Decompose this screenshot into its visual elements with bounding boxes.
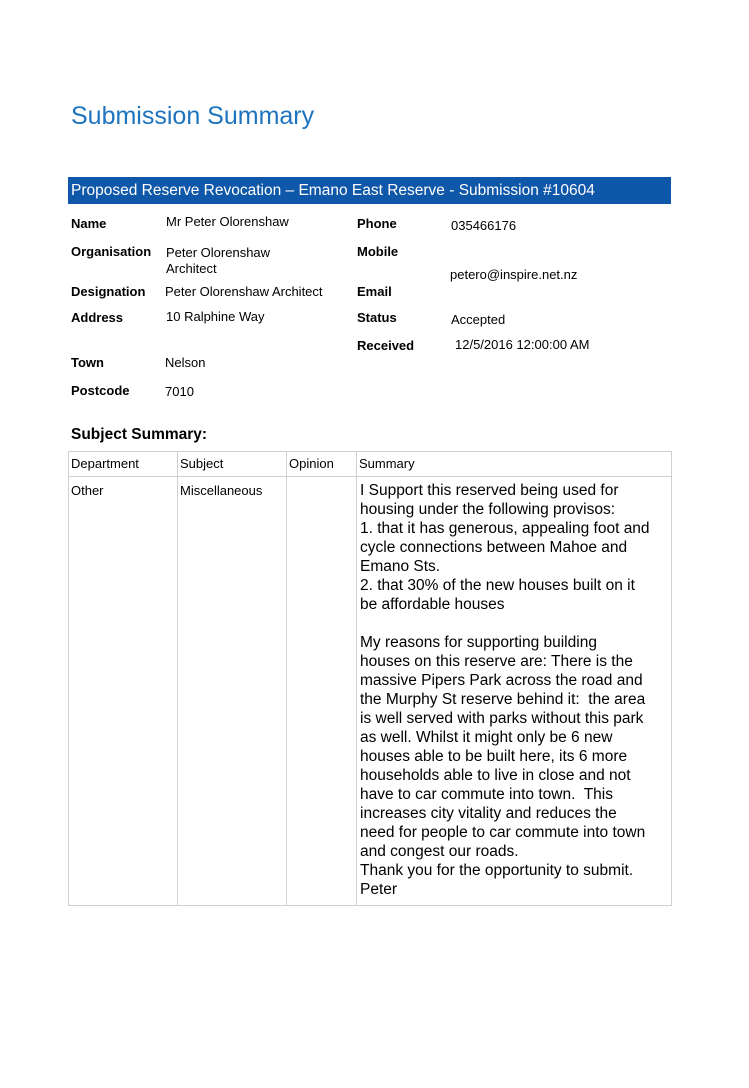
opinion-cell <box>287 477 357 906</box>
summary-cell: I Support this reserved being used for housing under the following provisos: 1. that it has generous, appealing foot and cycle connections between Mahoe and Emano Sts. 2. that 30% of the new houses built on it be affordable houses My reasons for supporting building houses on this reserve are: There is the massive Pipers Park across the road and the Murphy St reserve behind it: the area is well served with parks without this park as well. Whilst it might only be 6 new houses able to be built here, its 6 more households able to live in close and not have to car commute into town. This increases city vitality and reduces the need for people to car commute into town and congest our roads. Thank you for the opportunity to submit. Peter <box>357 477 672 906</box>
designation-value: Peter Olorenshaw Architect <box>165 284 323 299</box>
organisation-value <box>166 245 270 277</box>
postcode-value: 7010 <box>165 384 194 399</box>
address-value: 10 Ralphine Way <box>166 309 265 324</box>
email-value: petero@inspire.net.nz <box>450 267 578 282</box>
town-value: Nelson <box>165 355 206 370</box>
name-label: Name <box>71 216 107 231</box>
address-label: Address <box>71 310 124 325</box>
column-header-subject: Subject <box>178 452 287 477</box>
received-value: 12/5/2016 12:00:00 AM <box>455 337 590 352</box>
department-cell: Other <box>69 477 178 906</box>
phone-label: Phone <box>357 216 397 231</box>
subject-summary-title: Subject Summary: <box>71 426 208 443</box>
phone-value: 035466176 <box>451 218 517 233</box>
column-header-opinion: Opinion <box>287 452 357 477</box>
organisation-label: Organisation <box>71 244 152 259</box>
received-label: Received <box>357 338 415 353</box>
designation-label: Designation <box>71 284 146 299</box>
town-label: Town <box>71 355 104 370</box>
table-header-row <box>69 452 672 477</box>
table-row <box>69 477 672 906</box>
subject-summary-table <box>68 451 672 906</box>
submission-banner: Proposed Reserve Revocation – Emano East Reserve - Submission #10604 <box>68 177 671 204</box>
page-title: Submission Summary <box>71 102 315 130</box>
column-header-summary: Summary <box>357 452 672 477</box>
subject-cell: Miscellaneous <box>178 477 287 906</box>
organisation-value-line2: Architect <box>166 261 217 276</box>
postcode-label: Postcode <box>71 383 130 398</box>
email-label: Email <box>357 284 392 299</box>
column-header-department: Department <box>69 452 178 477</box>
status-label: Status <box>357 310 397 325</box>
status-value: Accepted <box>451 312 506 327</box>
name-value: Mr Peter Olorenshaw <box>166 214 289 229</box>
organisation-value-line1: Peter Olorenshaw <box>166 245 271 260</box>
mobile-label: Mobile <box>357 244 399 259</box>
